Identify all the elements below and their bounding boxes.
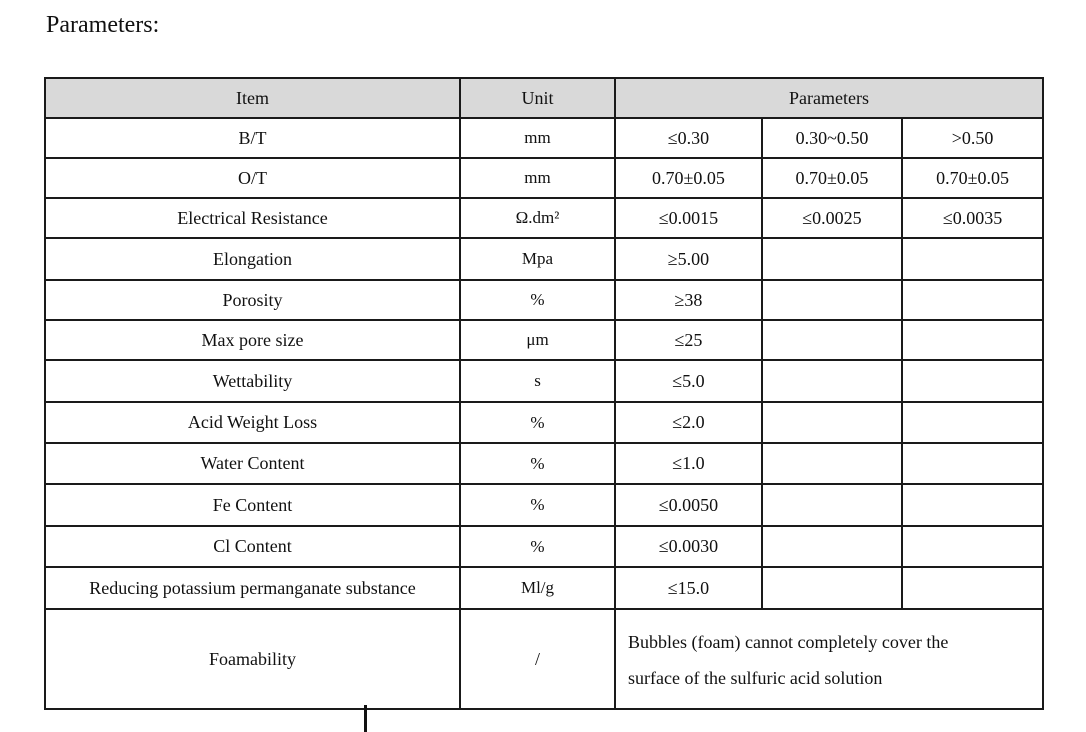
- row-unit: /: [460, 609, 615, 709]
- header-unit: Unit: [460, 78, 615, 118]
- row-param-1: ≤1.0: [615, 443, 762, 484]
- table-row: [45, 158, 1043, 198]
- row-param-3: [902, 526, 1043, 567]
- row-item: Foamability: [45, 609, 460, 709]
- row-param-1: ≤5.0: [615, 360, 762, 402]
- row-item: Max pore size: [45, 320, 460, 360]
- row-item: Porosity: [45, 280, 460, 320]
- row-unit: Ω.dm²: [460, 198, 615, 238]
- table-row: [45, 567, 1043, 609]
- row-item: Reducing potassium permanganate substance: [45, 567, 460, 609]
- row-param-1: ≤0.0015: [615, 198, 762, 238]
- row-param-1: ≤0.30: [615, 118, 762, 158]
- row-item: Electrical Resistance: [45, 198, 460, 238]
- row-unit: s: [460, 360, 615, 402]
- table-row: [45, 443, 1043, 484]
- row-param-2: [762, 280, 902, 320]
- row-item: Wettability: [45, 360, 460, 402]
- row-unit: mm: [460, 118, 615, 158]
- row-param-3: [902, 567, 1043, 609]
- row-unit: mm: [460, 158, 615, 198]
- row-item: B/T: [45, 118, 460, 158]
- row-param-3: ≤0.0035: [902, 198, 1043, 238]
- header-row: [45, 78, 1043, 118]
- row-unit: %: [460, 443, 615, 484]
- row-item: Water Content: [45, 443, 460, 484]
- row-param-3: [902, 360, 1043, 402]
- row-param-2: 0.70±0.05: [762, 158, 902, 198]
- table-row-foamability: [45, 609, 1043, 709]
- row-unit: Ml/g: [460, 567, 615, 609]
- row-param-1: ≤2.0: [615, 402, 762, 443]
- row-param-2: [762, 567, 902, 609]
- table-row: [45, 402, 1043, 443]
- foam-note: [615, 609, 1043, 709]
- header-item: Item: [45, 78, 460, 118]
- row-unit: μm: [460, 320, 615, 360]
- row-param-1: ≤0.0050: [615, 484, 762, 526]
- row-param-3: [902, 238, 1043, 280]
- row-unit: Mpa: [460, 238, 615, 280]
- row-param-1: ≥5.00: [615, 238, 762, 280]
- row-param-2: [762, 526, 902, 567]
- row-param-3: [902, 320, 1043, 360]
- table-row: [45, 280, 1043, 320]
- row-param-3: 0.70±0.05: [902, 158, 1043, 198]
- row-item: Acid Weight Loss: [45, 402, 460, 443]
- row-param-2: [762, 402, 902, 443]
- row-param-3: [902, 280, 1043, 320]
- row-param-3: >0.50: [902, 118, 1043, 158]
- row-unit: %: [460, 280, 615, 320]
- table-row: [45, 198, 1043, 238]
- row-item: Elongation: [45, 238, 460, 280]
- row-item: O/T: [45, 158, 460, 198]
- row-param-2: [762, 238, 902, 280]
- row-param-1: ≥38: [615, 280, 762, 320]
- page-heading: Parameters:: [46, 12, 160, 38]
- row-param-2: [762, 484, 902, 526]
- table-row: [45, 238, 1043, 280]
- parameters-table: [44, 77, 1044, 710]
- row-param-1: 0.70±0.05: [615, 158, 762, 198]
- row-param-3: [902, 443, 1043, 484]
- row-param-1: ≤25: [615, 320, 762, 360]
- row-param-3: [902, 484, 1043, 526]
- foam-note-line-1: Bubbles (foam) cannot completely cover the: [628, 632, 949, 652]
- table-row: [45, 320, 1043, 360]
- row-item: Cl Content: [45, 526, 460, 567]
- text-cursor: [364, 705, 367, 732]
- row-param-2: 0.30~0.50: [762, 118, 902, 158]
- foam-note-line-2: surface of the sulfuric acid solution: [628, 668, 883, 688]
- row-param-1: ≤0.0030: [615, 526, 762, 567]
- row-param-1: ≤15.0: [615, 567, 762, 609]
- header-parameters: Parameters: [615, 78, 1043, 118]
- row-unit: %: [460, 402, 615, 443]
- table-row: [45, 484, 1043, 526]
- row-unit: %: [460, 484, 615, 526]
- table-row: [45, 360, 1043, 402]
- row-param-2: [762, 320, 902, 360]
- row-param-2: [762, 443, 902, 484]
- table-row: [45, 526, 1043, 567]
- row-param-2: ≤0.0025: [762, 198, 902, 238]
- row-unit: %: [460, 526, 615, 567]
- row-param-3: [902, 402, 1043, 443]
- table-row: [45, 118, 1043, 158]
- row-item: Fe Content: [45, 484, 460, 526]
- row-param-2: [762, 360, 902, 402]
